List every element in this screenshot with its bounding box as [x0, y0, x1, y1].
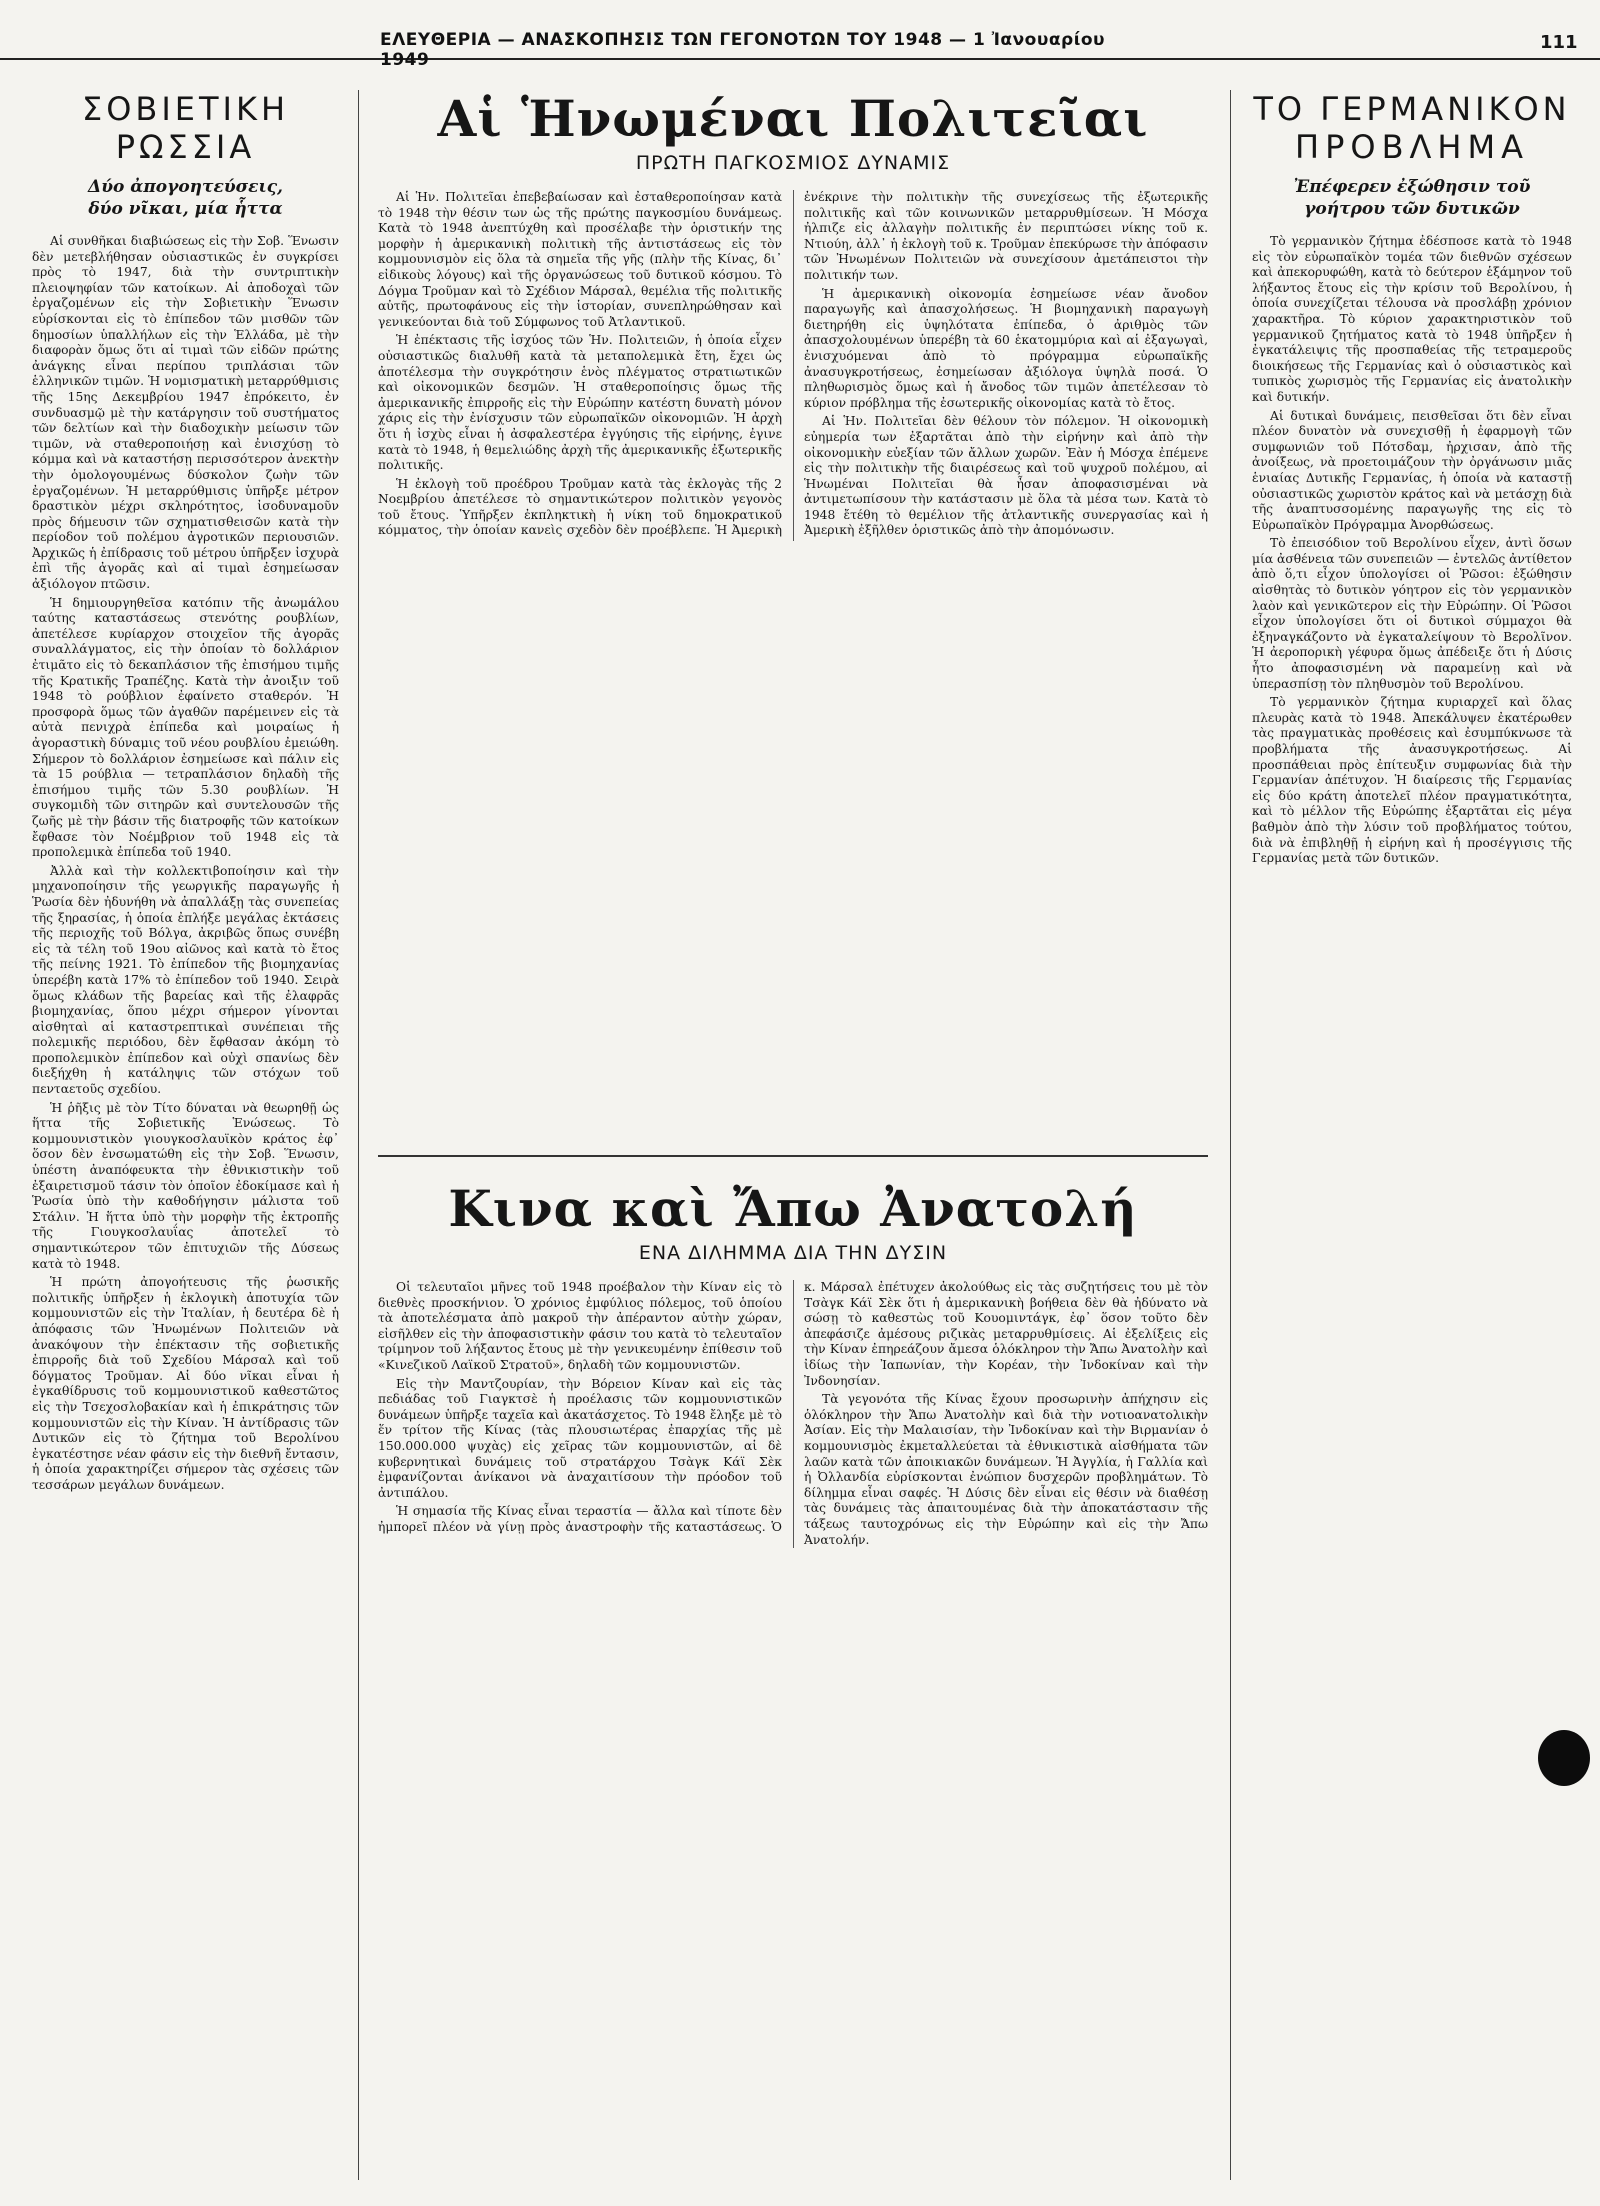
right-subtitle-line1: Ἐπέφερεν ἐξώθησιν τοῦ	[1293, 177, 1531, 197]
left-subtitle	[32, 176, 339, 220]
left-subtitle-line1: Δύο ἀπογοητεύσεις,	[88, 177, 283, 197]
center-article-subtitle: ΠΡΩΤΗ ΠΑΓΚΟΣΜΙΟΣ ΔΥΝΑΜΙΣ	[635, 152, 951, 174]
right-article-body	[1252, 234, 1572, 867]
right-paragraph: Τὸ γερμανικὸν ζήτημα κυριαρχεῖ καὶ ὅλας πλευρὰς κατὰ τὸ 1948. Ἀπεκάλυψεν ἐκατέρωθεν τὰς πραγματικὰς προθέσεις καὶ ἐσυμπύκνωσε τὰ προβλήματα τῆς ἀνασυγκροτήσεως. Αἱ προσπάθειαι πρὸς ἐπίτευξιν συμφωνίας διὰ τὴν Γερμανίαν ἀπέτυχον. Ἡ διαίρεσις τῆς Γερμανίας εἰς δύο κράτη ἀποτελεῖ πλέον πραγματικότητα, καὶ τὸ μέλλον τῆς Εὐρώπης ἐξαρτᾶται εἰς μέγα βαθμὸν ἀπὸ τὴν λύσιν τοῦ προβλήματος τούτου, διὰ νὰ ἐπιβληθῇ ἡ εἰρήνη καὶ ἡ προσέγγισις τῆς Γερμανίας μετὰ τῶν δυτικῶν.	[1252, 695, 1572, 866]
right-subtitle	[1252, 176, 1572, 220]
left-paragraph: Ἡ δημιουργηθεῖσα κατόπιν τῆς ἀνωμάλου ταύτης καταστάσεως στενότης ρουβλίων, ἀπετέλεσε κυρίαρχον στοιχεῖον τῆς ἀγορᾶς συναλλάγματος, εἰς τὴν ὁποίαν τὸ δολλάριον ἐτιμᾶτο εἰς τὸ δεκαπλάσιον τῆς ἐπισήμου τιμῆς τῆς Κρατικῆς Τραπέζης. Κατὰ τὴν ἀνοιξιν τοῦ 1948 τὸ ρούβλιον ἐφαίνετο σταθερόν. Ἡ προσφορὰ ὅμως τῶν ἀγαθῶν παρέμεινεν εἰς τὰ αὐτὰ πενιχρὰ ἐπίπεδα καὶ μοιραίως ἡ ἀγοραστικὴ δύναμις τοῦ νέου ρουβλίου ἐμειώθη. Σήμερον τὸ δολλάριον ἐσημείωσε καὶ πάλιν εἰς τὰ 15 ρούβλια — τετραπλάσιον δηλαδὴ τῆς ἐπισήμου τιμῆς τῶν 5.30 ρουβλίων. Ἡ συγκομιδὴ τῶν σιτηρῶν καὶ συντελουσῶν τῆς ζωῆς μὲ τὴν βάσιν τῆς διατροφῆς τῶν κατοίκων ἔφθασε τὸν Νοέμβριον τοῦ 1948 εἰς τὰ προπολεμικὰ ἐπίπεδα τοῦ 1940.	[32, 595, 339, 860]
bottom-paragraph: Οἱ τελευταῖοι μῆνες τοῦ 1948 προέβαλον τὴν Κίναν εἰς τὸ διεθνὲς προσκήνιον. Ὁ χρόνιος ἐμφύλιος πόλεμος, τοῦ ὁποίου τὰ ἀποτελέσματα ἀπὸ μακροῦ τὴν ἀπέραντον αὐτὴν χώραν, εἰσῆλθεν εἰς τὴν ἀποφασιστικὴν φάσιν του κατὰ τὸ τελευταῖον τρίμηνον τοῦ λήξαντος ἔτους μὲ τὴν γενικευμένην ἐπίθεσιν τοῦ «Κινεζικοῦ Λαϊκοῦ Στρατοῦ», δηλαδὴ τῶν κομμουνιστῶν.	[378, 1280, 782, 1372]
right-paragraph: Τὸ ἐπεισόδιον τοῦ Βερολίνου εἶχεν, ἀντὶ ὅσων μία ἀσθένεια τῶν συνεπειῶν — ἐντελῶς ἀντίθετον ἀπὸ ὅ,τι εἶχον ὑπολογίσει οἱ Ῥῶσοι: ἐξώθησιν αἰσθητὰς τὸ δυτικὸν γόητρον εἰς τὸν γερμανικὸν λαὸν καὶ γενικῶτερον εἰς τὴν Εὐρώπην. Οἱ Ῥῶσοι εἶχον ὑπολογίσει ὅτι οἱ δυτικοὶ σύμμαχοι θὰ ἐξηναγκάζοντο νὰ ἐγκαταλείψουν τὸ Βερολῖνον. Ἡ ἀεροπορικὴ γέφυρα ὅμως ἀπέδειξε ὅτι ἡ Δύσις ἦτο ἀποφασισμένη νὰ παραμείνῃ καὶ νὰ ὑπερασπίσῃ τὸν πληθυσμὸν τοῦ Βερολίνου.	[1252, 536, 1572, 691]
center-paragraph: Ἡ ἐπέκτασις τῆς ἰσχύος τῶν Ἡν. Πολιτειῶν, ἡ ὁποία εἶχεν οὐσιαστικῶς διαλυθῆ κατὰ τὰ μεταπολεμικὰ ἔτη, ἔχει ὡς ἀποτέλεσμα τὴν συγκρότησιν ἑνὸς πλέγματος στρατιωτικῶν καὶ οἰκονομικῶν δεσμῶν. Ἡ σταθεροποίησις ὅμως τῆς ἀμερικανικῆς ἐπιρροῆς εἰς τὴν Εὐρώπην κατέστη δυνατὴ μόνον χάρις εἰς τὴν ἐνίσχυσιν τῶν εὐρωπαϊκῶν οἰκονομιῶν. Ἡ ἀρχὴ ὅτι ἡ ἰσχὺς εἶναι ἡ ἀσφαλεστέρα ἐγγύησις τῆς εἰρήνης, ἐγινε κατὰ τὸ 1948, ἡ θεμελιώδης ἀρχὴ τῆς ἀμερικανικῆς ἐξωτερικῆς πολιτικῆς.	[378, 333, 782, 473]
right-paragraph: Τὸ γερμανικὸν ζήτημα ἐδέσποσε κατὰ τὸ 1948 εἰς τὸν εὐρωπαϊκὸν τομέα τῶν διεθνῶν σχέσεων καὶ ἀπεκορυφώθη, κατὰ τὸ δεύτερον ἑξάμηνον τοῦ λήξαντος ἔτους εἰς τὴν κρίσιν τοῦ Βερολίνου, ἡ ὁποία συνεχίζεται τέλουσα νὰ προσλάβῃ χρόνιον χαρακτῆρα. Τὸ κύριον χαρακτηριστικὸν τοῦ γερμανικοῦ ζητήματος κατὰ τὸ 1948 ὑπῆρξεν ἡ ἐγκατάλειψις τῆς προσπαθείας τῆς τετραμεροῦς διοικήσεως τῆς Γερμανίας καὶ ὁ οὐσιαστικὸς καὶ τυπικὸς χωρισμὸς τῆς Γερμανίας εἰς ἀνατολικὴν καὶ δυτικήν.	[1252, 234, 1572, 404]
page-header	[0, 0, 1600, 70]
right-title-line1: ΤΟ ΓΕΡΜΑΝΙΚΟΝ	[1253, 90, 1571, 128]
right-paragraph: Αἱ δυτικαὶ δυνάμεις, πεισθεῖσαι ὅτι δὲν εἶναι πλέον δυνατὸν νὰ συνεχισθῇ ἡ ἐφαρμογὴ τῶν συμφωνιῶν τοῦ Πότσδαμ, ἠρχισαν, ἀπὸ τῆς ἀνοίξεως, νὰ προετοιμάζουν τὴν ὀργάνωσιν μιᾶς ἑνιαίας Δυτικῆς Γερμανίας, ἡ ὁποία νὰ καταστῇ οὐσιαστικῶς χωριστὸν κράτος καὶ νὰ μετάσχῃ διὰ τῆς ἀναπτυσσομένης παραγωγῆς της εἰς τὸ Εὐρωπαϊκὸν Πρόγραμμα Ἀνορθώσεως.	[1252, 408, 1572, 532]
center-paragraph: Ἡ ἐκλογὴ τοῦ προέδρου Τροῦμαν κατὰ τὰς ἐκλογὰς τῆς 2 Νοεμβρίου ἀπετέλεσε τὸ σημαντικώτερον πολιτικὸν γεγονὸς τοῦ ἔτους. Ὑπῆρξεν ἐκπληκτικὴ ἡ νίκη τοῦ δημοκρατικοῦ κόμματος, τὴν ὁποίαν κανεὶς σχεδὸν δὲν προέβλεπε. Ἡ Ἀμερικὴ ἐνέκρινε τὴν πολιτικὴν τῆς συνεχίσεως τῆς ἐξωτερικῆς πολιτικῆς καὶ τῶν κοινωνικῶν μεταρρυθμίσεων. Ἡ Μόσχα ἠλπιζε εἰς ἀλλαγὴν πολιτικῆς ἐν περιπτώσει νίκης τοῦ κ. Ντιούη, ἀλλ᾽ ἡ ἐκλογὴ τοῦ κ. Τροῦμαν ἐπεκύρωσε τὴν ἀπόφασιν τῶν Ἠνωμένων Πολιτειῶν νὰ συνεχίσουν ἀμετάπειστοι τὴν πολιτικήν των.	[378, 190, 1208, 538]
center-article	[378, 90, 1208, 1140]
center-article-body	[378, 190, 1208, 541]
bottom-article-body	[378, 1280, 1208, 1548]
left-article-body	[32, 234, 339, 1494]
left-title-line2: ΡΩΣΣΙΑ	[115, 128, 256, 166]
right-title-line2: ΠΡΟΒΛΗΜΑ	[1295, 128, 1529, 166]
left-article	[32, 90, 339, 2178]
left-paragraph: Αἱ συνθῆκαι διαβιώσεως εἰς τὴν Σοβ. Ἕνωσιν δὲν μετεβλήθησαν οὐσιαστικῶς ἐν συγκρίσει πρὸς τὸ 1947, διὰ τὴν συντριπτικὴν πλειοψηφίαν τῶν κατοίκων. Αἱ ἀποδοχαὶ τῶν ἐργαζομένων εἰς τὴν Σοβιετικὴν Ἕνωσιν εὑρίσκονται εἰς τὸ ἐπίπεδον τῶν μισθῶν τῶν δημοσίων ὑπαλλήλων εἰς τὴν Ἑλλάδα, μὲ τὴν διαφορὰν ὅμως ὅτι αἱ τιμαὶ τῶν εἰδῶν πρώτης ἀνάγκης εἶναι περίπου τριπλάσιαι τῶν ἑλληνικῶν τιμῶν. Ἡ νομισματικὴ μεταρρύθμισις τῆς 15ης Δεκεμβρίου 1947 ἐπρόκειτο, ἐν συνδυασμῷ μὲ τὴν κατάργησιν τοῦ συστήματος τῶν δελτίων καὶ τὴν διαδοχικὴν μείωσιν τῶν τιμῶν, νὰ σταθεροποιήσῃ καὶ ἐνισχύσῃ τὸ κόμμα καὶ νὰ καταστήσῃ περισσότερον ἀνεκτὴν τὴν ὁμολογουμένως δύσκολον ζωὴν τῶν ἐργαζομένων. Ἡ μεταρρύθμισις ὑπῆρξε μέτρον δραστικὸν μέχρι σκληρότητος, ἰσοδυναμοῦν πρὸς δήμευσιν τῶν σχηματισθεισῶν κατὰ τὴν περίοδον τοῦ πολέμου ἀγροτικῶν περιουσιῶν. Ἀρχικῶς ἡ ἐπίδρασις τοῦ μέτρου ὑπῆρξεν ἰσχυρὰ ἐπὶ τῆς ἀγορᾶς καὶ αἱ τιμαὶ ἐσημείωσαν ἀξιόλογον πτῶσιν.	[32, 234, 339, 592]
left-title-line1: ΣΟΒΙΕΤΙΚΗ	[81, 90, 290, 128]
right-article	[1252, 90, 1572, 2178]
bottom-paragraph: Εἰς τὴν Μαντζουρίαν, τὴν Βόρειον Κίναν καὶ εἰς τὰς πεδιάδας τοῦ Γιαγκτσὲ ἡ προέλασις τῶν κομμουνιστικῶν δυνάμεων ὑπῆρξε ταχεῖα καὶ ἀκατάσχετος. Τὸ 1948 ἔληξε μὲ τὸ ἕν τρίτον τῆς Κίνας (τὰς πλουσιωτέρας ἐπαρχίας τῆς μὲ 150.000.000 ψυχὰς) εἰς χεῖρας τῶν κομμουνιστῶν, αἱ δὲ κυβερνητικαὶ δυνάμεις τοῦ στρατάρχου Τσὰγκ Κάϊ Σὲκ ἐμφανίζονται ἀνίκανοι νὰ ἀναχαιτίσουν τὴν πρόοδον τοῦ ἀντιπάλου.	[378, 1376, 782, 1500]
page-number: 111	[1540, 32, 1578, 53]
column-rule	[1230, 90, 1231, 2180]
left-subtitle-line2: δύο νῖκαι, μία ἧττα	[88, 199, 283, 219]
bottom-paragraph: Τὰ γεγονότα τῆς Κίνας ἔχουν προσωρινὴν ἀπήχησιν εἰς ὁλόκληρον τὴν Ἄπω Ἀνατολὴν καὶ διὰ τὴν νοτιοανατολικὴν Ἀσίαν. Εἰς τὴν Μαλαισίαν, τὴν Ἰνδοκίναν καὶ τὴν Βιρμανίαν ὁ κομμουνισμὸς ἐκμεταλλεύεται τὰ ἐθνικιστικὰ αἰσθήματα τῶν λαῶν κατὰ τῶν ἀποικιακῶν δυνάμεων. Ἡ Ἀγγλία, ἡ Γαλλία καὶ ἡ Ὀλλανδία εὑρίσκονται ἐνώπιον δυσχερῶν προβλημάτων. Τὸ δίλημμα εἶναι σαφές. Ἡ Δύσις δὲν εἶναι εἰς θέσιν νὰ διαθέσῃ τὰς δυνάμεις τὰς ἀπαιτουμένας διὰ τὴν ἀποκατάστασιν τῆς τάξεως ταυτοχρόνως εἰς τὴν Εὐρώπην καὶ εἰς τὴν Ἄπω Ἀνατολήν.	[804, 1392, 1208, 1547]
bottom-article-title: Κινα καὶ Ἄπω Ἀνατολή	[448, 1180, 1138, 1238]
center-paragraph: Αἱ Ἡν. Πολιτεῖαι δὲν θέλουν τὸν πόλεμον. Ἡ οἰκονομικὴ εὐημερία των ἐξαρτᾶται ἀπὸ τὴν εἰρήνην καὶ ἀπὸ τὴν οἰκονομικὴν εὐεξίαν τῶν ἄλλων χωρῶν. Ἐὰν ἡ Μόσχα ἐπέμενε εἰς τὴν πολιτικὴν τῆς διαιρέσεως καὶ τοῦ ψυχροῦ πολέμου, αἱ Ἡνωμέναι Πολιτεῖαι θὰ ἦσαν ἀποφασισμέναι νὰ ἀντιμετωπίσουν τὴν κατάστασιν μὲ ὅλα τὰ μέσα των. Κατὰ τὸ 1948 ἔτέθη τὸ θεμέλιον τῆς ἀτλαντικῆς συνεργασίας καὶ ἡ Ἀμερικὴ ἐξῆλθεν ὁριστικῶς ἀπὸ τὴν ἀπομόνωσιν.	[804, 414, 1208, 538]
left-paragraph: Ἀλλὰ καὶ τὴν κολλεκτιβοποίησιν καὶ τὴν μηχανοποίησιν τῆς γεωργικῆς παραγωγῆς ἡ Ῥωσία δὲν ἠδυνήθη νὰ ἀπαλλάξῃ τὰς συνεπείας τῆς ξηρασίας, ἡ ὁποία ἐπλήξε μεγάλας ἐκτάσεις τῆς περιοχῆς τοῦ Βόλγα, ἀκριβῶς ὅπως συνέβη εἰς τὰ τέλη τοῦ 19ου αἰῶνος καὶ κατὰ τὸ ἔτος τῆς πείνης 1921. Τὸ ἐπίπεδον τῆς βιομηχανίας ὑπερέβη κατὰ 17% τὸ ἐπίπεδον τοῦ 1940. Σειρὰ ὅμως κλάδων τῆς βαρείας καὶ τῆς ἐλαφρᾶς βιομηχανίας, ὅπου μέχρι σήμερον γίνονται αἰσθηταὶ αἱ καταστρεπτικαὶ συνέπειαι τῆς πολεμικῆς περιόδου, δὲν ἔφθασαν ἀκόμη τὸ προπολεμικὸν ἐπίπεδον καὶ οὐχὶ σπανίως δὲν διεξήχθη ἡ κατάληψις τῶν στόχων τοῦ πενταετοῦς σχεδίου.	[32, 863, 339, 1097]
bottom-article	[378, 1180, 1208, 2180]
section-divider	[378, 1155, 1208, 1157]
center-paragraph: Ἡ ἀμερικανικὴ οἰκονομία ἐσημείωσε νέαν ἄνοδον παραγωγῆς καὶ ἀπασχολήσεως. Ἡ βιομηχανικὴ παραγωγὴ διετηρήθη εἰς ὑψηλότατα ἐπίπεδα, ὁ ἀριθμὸς τῶν ἀπασχολουμένων ὑπερέβη τὰ 60 ἑκατομμύρια καὶ αἱ ἐξαγωγαὶ, ἐνισχυόμεναι ἀπὸ τὸ πρόγραμμα εὐρωπαϊκῆς ἀνασυγκροτήσεως, ἐσημείωσαν ἀξιόλογα ὑψηλὰ ποσά. Ὁ πληθωρισμὸς ὅμως καὶ ἡ ἄνοδος τῶν τιμῶν ἀπετέλεσαν τὸ κύριον πρόβλημα τῆς ἐσωτερικῆς οἰκονομίας κατὰ τὸ ἔτος.	[804, 286, 1208, 410]
center-article-title: Αἱ Ἡνωμέναι Πολιτεῖαι	[437, 90, 1149, 148]
bottom-paragraph: Ἡ σημασία τῆς Κίνας εἶναι τεραστία — ἄλλα καὶ τίποτε δὲν ἠμπορεῖ πλέον νὰ γίνῃ πρὸς ἀναστροφὴν τῆς καταστάσεως. Ὁ κ. Μάρσαλ ἐπέτυχεν ἀκολούθως εἰς τὰς συζητήσεις του μὲ τὸν Τσὰγκ Κάϊ Σὲκ ὅτι ἡ ἀμερικανικὴ βοήθεια δὲν θὰ ἠδύνατο νὰ σώσῃ τὸ καθεστὼς τοῦ Κουομιντάγκ, ἐφ᾽ ὅσον τοῦτο δὲν ἀπεφάσιζε ἀμέσους ριζικὰς μεταρρυθμίσεις. Αἱ ἐξελίξεις εἰς τὴν Κίναν ἐπηρεάζουν ἄμεσα ὁλόκληρον τὴν Ἄπω Ἀνατολὴν καὶ ἰδίως τὴν Ἰαπωνίαν, τὴν Κορέαν, τὴν Ἰνδοκίναν καὶ τὴν Ἰνδονησίαν.	[378, 1280, 1208, 1534]
center-paragraph: Αἱ Ἡν. Πολιτεῖαι ἐπεβεβαίωσαν καὶ ἐσταθεροποίησαν κατὰ τὸ 1948 τὴν θέσιν των ὡς τῆς πρώτης παγκοσμίου δυνάμεως. Κατὰ τὸ 1948 ἀνεπτύχθη καὶ προσέλαβε τὴν ὁριστικήν της μορφὴν ἡ ἀμερικανικὴ πολιτικὴ τῆς ἀντιστάσεως εἰς τὸν κομμουνισμὸν εἰς ὅλα τὰ σημεῖα τῆς γῆς (πλὴν τῆς Κίνας, δι᾽ εἰδικοὺς λόγους) καὶ τῆς ὀργανώσεως τοῦ δυτικοῦ κόσμου. Τὸ Δόγμα Τροῦμαν καὶ τὸ Σχέδιον Μάρσαλ, θεμέλια τῆς πολιτικῆς αὐτῆς, πρωτοφάνους εἰς τὴν ἱστορίαν, συνεπληρώθησαν καὶ γενικεύονται διὰ τοῦ Σύμφωνος τοῦ Ἀτλαντικοῦ.	[378, 190, 782, 329]
left-paragraph: Ἡ ῥῆξις μὲ τὸν Τίτο δύναται νὰ θεωρηθῇ ὡς ἥττα τῆς Σοβιετικῆς Ἑνώσεως. Τὸ κομμουνιστικὸν γιουγκοσλαυϊκὸν κράτος ἐφ᾽ ὅσον δὲν ἐνσωματώθη εἰς τὴν Σοβ. Ἕνωσιν, ὑπέστη ἀναπόφευκτα τὴν ἐθνικιστικὴν τοῦ ἐξαιρετισμοῦ τάσιν τὸν ὁποῖον ἐδοκίμασε καὶ ἡ Ῥωσία ὑπὸ τὴν καθοδήγησιν μάλιστα τοῦ Στάλιν. Ἡ ἥττα ὑπὸ τὴν μορφὴν τῆς ἐκτροπῆς τῆς Γιουγκοσλαυΐας ἀποτελεῖ τὸ σημαντικώτερον τῶν ἐπιτυχιῶν τῆς Δύσεως κατὰ τὸ 1948.	[32, 1100, 339, 1271]
right-subtitle-line2: γοήτρου τῶν δυτικῶν	[1304, 199, 1520, 219]
running-head: ΕΛΕΥΘΕΡΙΑ — ΑΝΑΣΚΟΠΗΣΙΣ ΤΩΝ ΓΕΓΟΝΟΤΩΝ ΤΟΥ 1948 — 1 Ἰανουαρίου 1949	[380, 30, 1105, 70]
ink-blot	[1538, 1730, 1590, 1786]
bottom-article-subtitle: ΕΝΑ ΔΙΛΗΜΜΑ ΔΙΑ ΤΗΝ ΔΥΣΙΝ	[638, 1242, 948, 1264]
column-rule	[358, 90, 359, 2180]
left-paragraph: Ἡ πρώτη ἀπογοήτευσις τῆς ῥωσικῆς πολιτικῆς ὑπῆρξεν ἡ ἐκλογικὴ ἀποτυχία τῶν κομμουνιστῶν εἰς τὴν Ἰταλίαν, ἡ δευτέρα δὲ ἡ ἀπόφασις τῶν Ἠνωμένων Πολιτειῶν νὰ ἀνακόψουν τὴν ἐπέκτασιν τῆς σοβιετικῆς ἐπιρροῆς διὰ τοῦ Σχεδίου Μάρσαλ καὶ τοῦ δόγματος Τροῦμαν. Αἱ δύο νῖκαι εἶναι ἡ ἐγκαθίδρυσις τοῦ κομμουνιστικοῦ καθεστῶτος εἰς τὴν Τσεχοσλοβακίαν καὶ ἡ ἐπικράτησις τῶν κομμουνιστῶν εἰς τὴν Κίναν. Ἡ ἀντίδρασις τῶν Δυτικῶν εἰς τὸ ζήτημα τοῦ Βερολίνου ἐγκατέστησε νέαν φάσιν εἰς τὴν διεθνῆ ἔντασιν, ἡ ὁποία χαρακτηρίζει σήμερον τὰς σχέσεις τῶν τεσσάρων μεγάλων δυνάμεων.	[32, 1275, 339, 1492]
